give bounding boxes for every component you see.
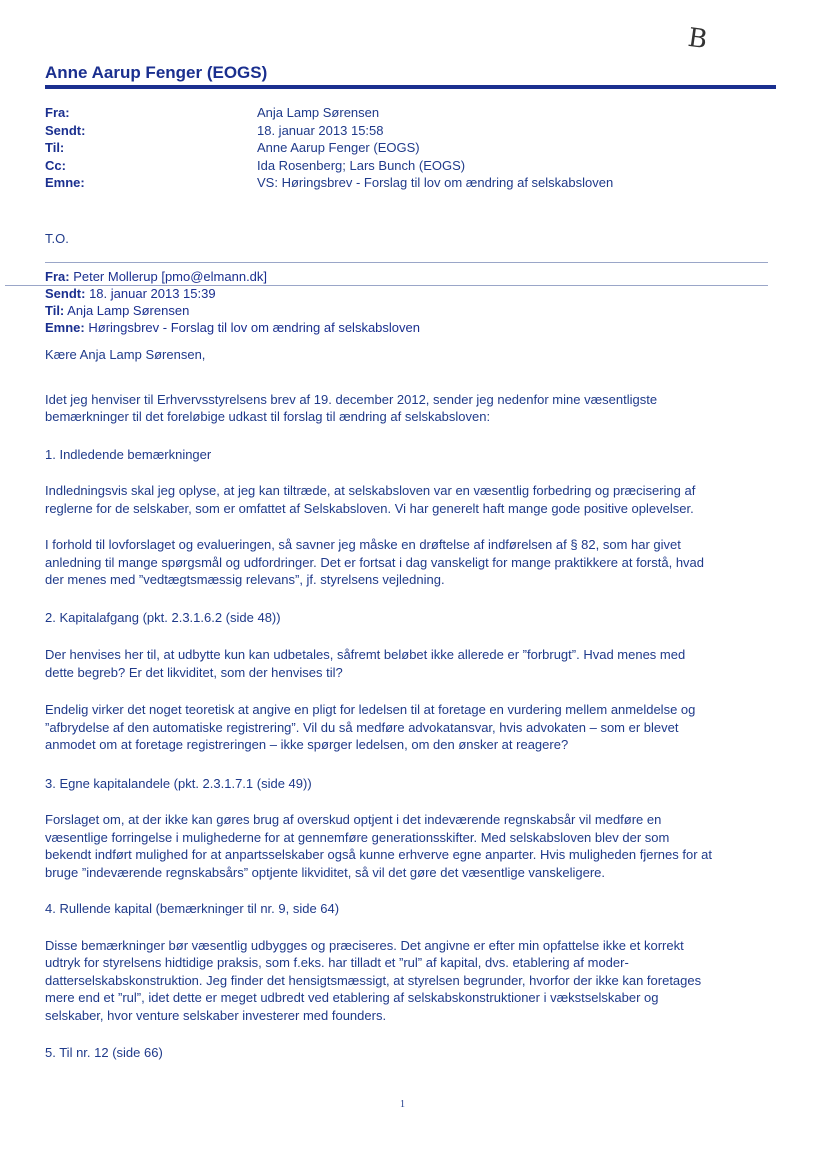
fwd-sent-label: Sendt: [45, 286, 86, 301]
separator-line [45, 262, 768, 263]
paragraph: Idet jeg henviser til Erhvervsstyrelsens brev af 19. december 2012, sender jeg nedenfor mine væsentligste bemærkninger til det foreløbige udkast til forslag til ændring af selskabsloven: [45, 391, 658, 424]
fwd-sent-row [45, 285, 420, 302]
fwd-from-label: Fra: [45, 269, 70, 284]
sender-name: Anne Aarup Fenger (EOGS) [45, 63, 268, 82]
paragraph: Indledningsvis skal jeg oplyse, at jeg kan tiltræde, at selskabsloven var en væsentlig forbedring og præcisering af reglerne for de selskaber, som er omfattet af Selskabsloven. Vi har generelt haft mange gode positive oplevelser. [45, 483, 696, 516]
page-number: 1 [400, 1099, 405, 1110]
header-row-cc [45, 157, 613, 175]
fwd-to-label: Til: [45, 303, 65, 318]
fwd-to-row [45, 302, 420, 319]
header-label: Sendt: [45, 122, 86, 138]
header-row-from [45, 104, 613, 122]
section-heading: 3. Egne kapitalandele (pkt. 2.3.1.7.1 (side 49)) [45, 775, 312, 791]
fwd-to-value: Anja Lamp Sørensen [67, 303, 190, 318]
letter-body [45, 346, 780, 1062]
paragraph: Disse bemærkninger bør væsentlig udbygges og præciseres. Det angivne er efter min opfattelse ikke et korrekt udtryk for styrelsens hidtidige praksis, som f.eks. har tilladt et ”rul” af kapital, dvs. etablering af moder- datterselskabskonstruktion. Jeg finder det hensigtsmæssigt, at styrelsen begrunder, hvorfor der ikke kan foretages mere end et ”rul”, idet dette er meget udbredt ved etablering af selskabskonstruktioner i vækstselskaber og selskaber, hvor venture selskaber investerer med founders. [45, 937, 702, 1023]
fwd-subject-row [45, 319, 420, 336]
header-value: Ida Rosenberg; Lars Bunch (EOGS) [257, 157, 466, 173]
header-label: Til: [45, 140, 65, 155]
section-heading: 4. Rullende kapital (bemærkninger til nr. 9, side 64) [45, 901, 340, 916]
fwd-from-row [45, 268, 420, 285]
header-label: Emne: [45, 175, 85, 190]
fwd-subject-value: Høringsbrev - Forslag til lov om ændring af selskabsloven [88, 320, 420, 335]
header-row-to [45, 139, 613, 157]
note-to: T.O. [45, 231, 69, 246]
fwd-sent-value: 18. januar 2013 15:39 [89, 286, 216, 301]
fwd-from-value: Peter Mollerup [pmo@elmann.dk] [73, 269, 268, 284]
header-value: Anne Aarup Fenger (EOGS) [257, 140, 420, 155]
header-row-sent [45, 122, 613, 140]
paragraph: Endelig virker det noget teoretisk at angive en pligt for ledelsen til at foretage en vurdering mellem anmeldelse og ”afbrydelse af den automatiske registrering”. Vil du så medføre advokatansvar, hvis advokaten – som er blevet anmodet om at foretage registreringen – ikke spørger ledelsen, om den ønsker at reagere? [45, 702, 696, 752]
fwd-subject-label: Emne: [45, 320, 85, 335]
email-header [45, 104, 613, 192]
header-value: VS: Høringsbrev - Forslag til lov om ændring af selskabsloven [257, 175, 614, 190]
paragraph: I forhold til lovforslaget og evalueringen, så savner jeg måske en drøftelse af indførelsen af § 82, som har givet anledning til mange spørgsmål og udfordringer. Det er fortsat i dag vanskeligt for mange praktikkere at forstå, hvad der menes med ”vedtægtsmæssig relevans”, jf. styrelsens vejledning. [45, 537, 705, 587]
salutation: Kære Anja Lamp Sørensen, [45, 347, 206, 362]
header-value: 18. januar 2013 15:58 [257, 122, 384, 138]
handwritten-mark: B [686, 22, 710, 56]
forwarded-header [45, 268, 420, 336]
section-heading: 1. Indledende bemærkninger [45, 446, 212, 462]
header-rule [45, 85, 776, 89]
paragraph: Der henvises her til, at udbytte kun kan udbetales, såfremt beløbet ikke allerede er ”forbrugt”. Hvad menes med dette begreb? Er det likviditet, som der henvises til? [45, 647, 686, 680]
section-heading: 2. Kapitalafgang (pkt. 2.3.1.6.2 (side 48)) [45, 609, 281, 625]
section-heading: 5. Til nr. 12 (side 66) [45, 1045, 163, 1060]
header-label: Cc: [45, 157, 66, 173]
header-value: Anja Lamp Sørensen [257, 105, 380, 120]
paragraph: Forslaget om, at der ikke kan gøres brug af overskud optjent i det indeværende regnskabsår vil medføre en væsentlige forringelse i mulighederne for at gennemføre generationsskifter. Med selskabsloven blev der som bekendt indført mulighed for at anpartsselskaber også kunne erhverve egne anparter. Hvis muligheden fjernes for at bruge ”indeværende regnskabsårs” optjente likviditet, så vil det gøre det væsentlige vanskeligere. [45, 812, 712, 880]
header-label: Fra: [45, 105, 70, 120]
header-row-subject [45, 174, 613, 192]
